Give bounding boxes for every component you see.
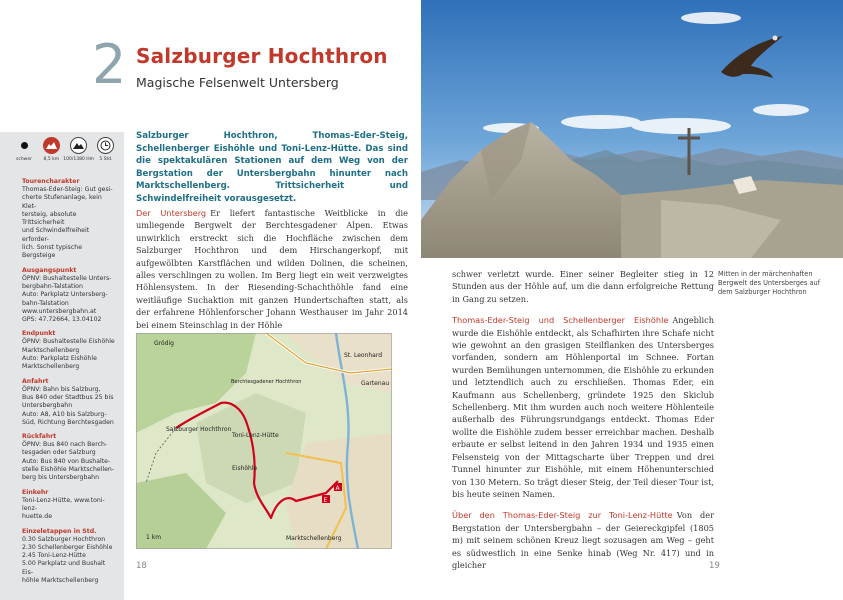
body-paragraph: schwer verletzt wurde. Einer seiner Begleiter stieg in 12 Stunden aus der Höhle auf, um die dann erfolgreiche Rettung in Gang zu setzen.: [452, 269, 714, 304]
map-label: St. Leonhard: [344, 352, 383, 359]
section-lead: Über den Thomas-Eder-Steig zur Toni-Lenz-Hütte: [452, 510, 673, 521]
sidebar-heading: Einkehr: [22, 488, 49, 496]
tour-subtitle: Magische Felsenwelt Untersberg: [136, 75, 339, 90]
map-scale: 1 km: [146, 534, 162, 541]
sidebar-section: [22, 489, 116, 522]
right-page: [421, 0, 843, 600]
sidebar-heading: Rückfahrt: [22, 433, 57, 441]
distance-icon: [43, 137, 60, 154]
tour-stats: [0, 132, 124, 170]
body-paragraph: [452, 314, 714, 500]
body-paragraph: Er liefert fantastische Weitblicke in die umliegende Bergwelt der Berchtesgadener Alpen. Etwas unwirklich erstreckt sich die Hochfläche zwischen dem Salzburger Hochthron und dem Hirschangerkopf, mit aufgewölbten Karstflächen und wilden Dolinen, die scheinen, alles verschlingen zu wollen. Im Berg liegt ein weit verzweigtes Höhlensystem. In der Riesending-Schachthöhle fand eine weitläufige Suchaktion mit ganzen Hundertschaften statt, als der erfahrene Höhlenforscher Johann Westhauser im Jahr 2014 bei einem Steinschlag in der Höhle: [136, 208, 408, 330]
route-map: [136, 333, 392, 549]
sidebar-heading: Tourencharakter: [22, 178, 80, 185]
sidebar-section: [22, 378, 116, 427]
svg-text:E: E: [323, 497, 328, 504]
stat-label: schwer: [16, 157, 32, 162]
tour-title: Salzburger Hochthron: [136, 44, 388, 68]
tour-number: 2: [92, 33, 127, 96]
map-label: Salzburger Hochthron: [166, 426, 232, 433]
page-number-left: 18: [136, 561, 147, 571]
summit-photo: [421, 0, 843, 258]
sidebar-text: ÖPNV: Bushaltestelle Unters- bergbahn-Talstation Auto: Parkplatz Untersberg- bahn-Talstation www.untersbergbahn.at GPS: 47.72664, 13.04102: [22, 274, 112, 324]
sidebar-heading: Endpunkt: [22, 330, 56, 338]
sidebar-text: ÖPNV: Bahn bis Salzburg, Bus 840 oder Stadtbus 25 bis Untersbergbahn Auto: A8, A10 bis Salzburg- Süd, Richtung Berchtesgaden: [22, 385, 114, 426]
intro-paragraph: Salzburger Hochthron, Thomas-Eder-Steig, Schellenberger Eishöhle und Toni-Lenz-Hütte. Das sind die spektakulären Stationen auf dem Weg von der Bergstation der Untersbergbahn hinunter nach Marktschellenberg. Trittsicherheit und Schwindelfreiheit vorausgesetzt.: [136, 131, 408, 204]
map-label: Berchtesgadener Hochthron: [231, 379, 302, 385]
sidebar-sections: [0, 170, 124, 585]
stat-label: 100/1380 Hm: [63, 157, 95, 162]
sidebar-section: [22, 528, 116, 586]
sidebar-section: [22, 267, 116, 325]
time-icon: [97, 137, 114, 154]
stat-distance: [39, 137, 63, 170]
page-number-right: 19: [709, 561, 720, 571]
sidebar-heading: Anfahrt: [22, 377, 49, 385]
map-label: Eishöhle: [232, 465, 258, 472]
map-label: Grödig: [154, 340, 174, 347]
map-label: Gartenau: [361, 380, 390, 387]
photo-caption: Mitten in der märchenhaften Bergwelt des Untersberges auf dem Salzburger Hochthron: [718, 270, 821, 296]
left-page: [0, 0, 421, 600]
body-text-left: [136, 207, 408, 331]
stat-label: 5 Std.: [99, 157, 113, 162]
section-lead: Der Untersberg: [136, 208, 207, 218]
map-label: Toni-Lenz-Hütte: [232, 432, 279, 439]
section-lead: Thomas-Eder-Steig und Schellenberger Eishöhle: [452, 315, 669, 326]
sidebar-section: [22, 178, 116, 261]
stat-label: 8,5 km: [43, 157, 60, 162]
map-label: Marktschellenberg: [286, 535, 342, 542]
sidebar-text: Thomas-Eder-Steig: Gut gesi- cherte Stufenanlage, kein Klet- tersteig, absolute Trittsicherheit und Schwindelfreiheit erforder- lich. Sonst typische Bergsteige: [22, 186, 113, 260]
sidebar-text: ÖPNV: Bushaltestelle Eishöhle Marktschellenberg Auto: Parkplatz Eishöhle Marktschellenberg: [22, 338, 115, 371]
svg-text:A: A: [335, 485, 340, 492]
sidebar-text: 0.30 Salzburger Hochthron 2.30 Schellenberger Eishöhle 2.45 Toni-Lenz-Hütte 5.00 Parkplatz und Bushalt Eis- höhle Marktschellenberg: [22, 535, 113, 584]
sidebar-heading: Einzeletappen in Std.: [22, 527, 97, 535]
paragraph-text: Von der Bergstation der Untersbergbahn – der Geiereckgipfel (1805 m) mit seinem schönen Kreuz liegt sozusagen am Weg – geht es südwestlich in eine Senke hinab (Weg Nr. 417) und in gleicher: [452, 510, 714, 570]
body-paragraph: [452, 509, 714, 571]
sidebar-text: Toni-Lenz-Hütte, www.toni-lenz- huette.de: [22, 496, 105, 521]
sidebar-section: [22, 433, 116, 482]
stat-time: [94, 137, 118, 170]
sidebar-text: ÖPNV: Bus 840 nach Berch- tesgaden oder Salzburg Auto: Bus 840 von Bushalte- stelle Eishöhle Marktschellen- berg bis Untersbergbahn: [22, 441, 115, 482]
body-text-right: [452, 268, 714, 580]
difficulty-dot-icon: [16, 137, 33, 154]
info-sidebar: [0, 132, 124, 600]
stat-difficulty: [12, 137, 36, 170]
stat-elevation: [63, 137, 95, 170]
sidebar-section: [22, 330, 116, 371]
elevation-icon: [70, 137, 87, 154]
sidebar-heading: Ausgangspunkt: [22, 266, 77, 274]
paragraph-text: Angeblich wurde die Eishöhle entdeckt, als Schafhirten ihre Schafe nicht wie gewohnt an den grasigen Steilflanken des Untersberges vorfanden, sondern am Höhlenportal im Schnee. Fortan wurden Bemühungen unternommen, die Eishöhle zu erkunden und letztendlich auch zu erschließen. Thomas Eder, ein Kaufmann aus Schellenberg, gründete 1925 den Skiclub Schellenberg. Mit ihm wurden auch noch weitere Höhlenteile außerhalb des Führungsrundgangs entdeckt. Thomas Eder wollte die Eishöhle zudem besser erreichbar machen. Deshalb erbaute er selbst leitend in den Jahren 1934 und 1935 einen Felsensteig von der Mittagscharte über Treppen und drei Tunnel hinunter zur Eishöhle, mit einem Höhenunterschied von 130 Metern. So trägt dieser Steig, der Teil dieser Tour ist, bis heute seinen Namen.: [452, 315, 714, 499]
